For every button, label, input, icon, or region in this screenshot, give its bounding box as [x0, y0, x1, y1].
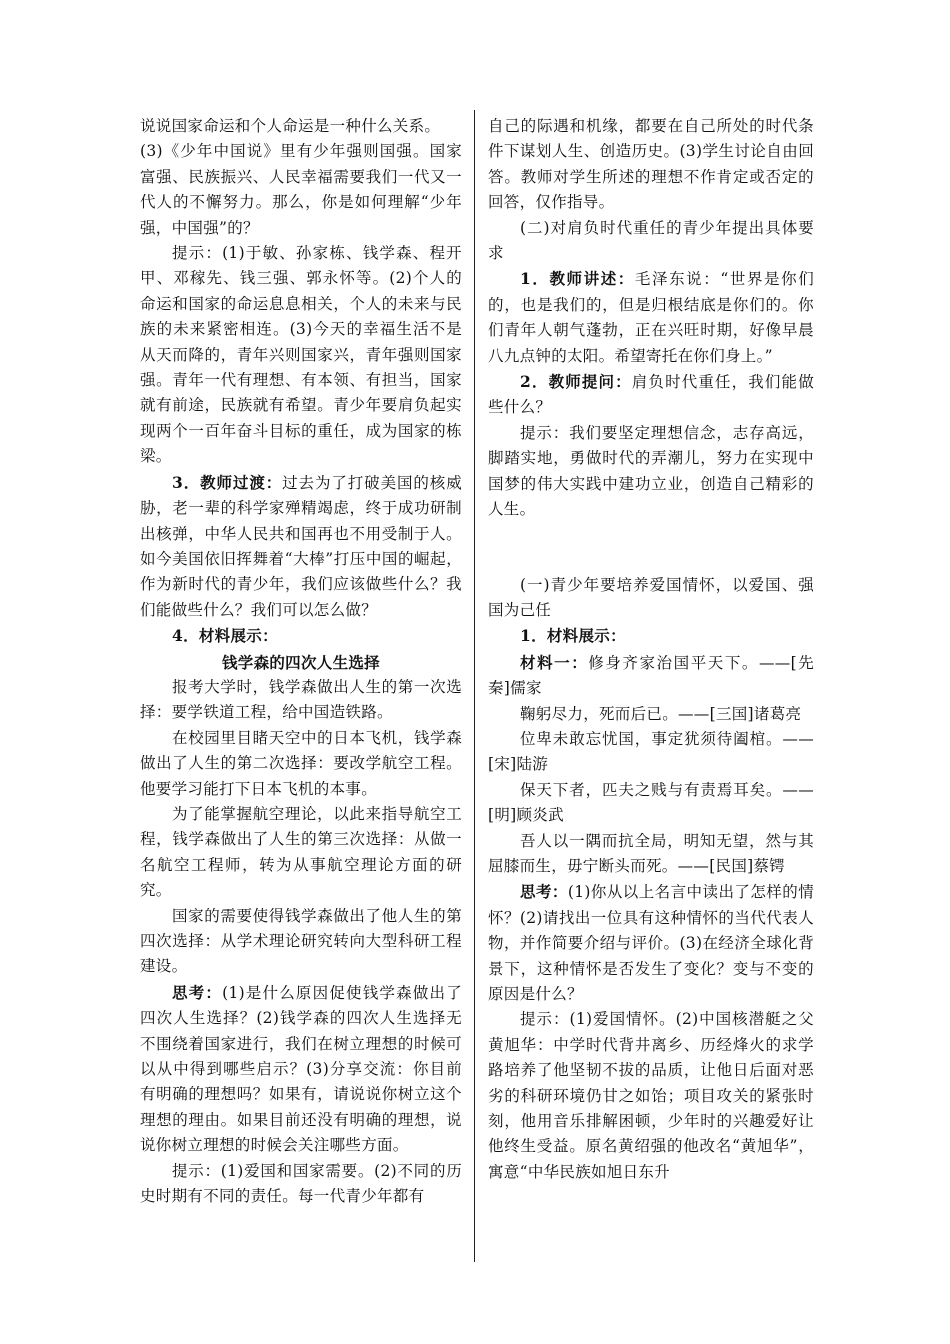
paragraph — [488, 369, 814, 421]
label: 思考： — [172, 982, 223, 1002]
paragraph: (一)青少年要培养爱国情怀，以爱国、强国为己任 — [488, 575, 814, 619]
text: 修身齐家治国平天下。——[先秦]儒家 — [488, 653, 814, 698]
spacer — [488, 523, 814, 573]
paragraph — [488, 266, 814, 369]
paragraph — [488, 650, 814, 702]
paragraph — [140, 623, 462, 649]
label: 4．材料展示： — [172, 626, 278, 646]
paragraph: 提示：我们要坚定理想信念，志存高远，脚踏实地，勇做时代的弄潮儿，努力在实现中国梦的伟大实践中建功立业，创造自己精彩的人生。 — [488, 423, 814, 519]
paragraph: 提示：(1)爱国和国家需要。(2)不同的历史时期有不同的责任。每一代青少年都有 — [140, 1161, 462, 1206]
column-divider — [474, 110, 475, 1262]
paragraph — [488, 879, 814, 1007]
paragraph: 位卑未敢忘忧国，事定犹须待阖棺。——[宋]陆游 — [488, 729, 814, 774]
label: 1．材料展示： — [520, 626, 626, 646]
label: 2．教师提问： — [520, 372, 632, 392]
text: 毛泽东说：“世界是你们的，也是我们的，但是归根结底是你们的。你们青年人朝气蓬勃，正在兴旺时期，好像早晨八九点钟的太阳。希望寄托在你们身上。” — [488, 270, 814, 365]
section-title: 钱学森的四次人生选择 — [221, 652, 380, 672]
right-column — [488, 114, 814, 1185]
paragraph: (二)对肩负时代重任的青少年提出具体要求 — [488, 218, 814, 263]
paragraph: (3)《少年中国说》里有少年强则国强。国家富强、民族振兴、人民幸福需要我们一代又一代人的不懈努力。那么，你是如何理解“少年强，中国强”的？ — [140, 142, 462, 237]
text: (1)是什么原因促使钱学森做出了四次人生选择？(2)钱学森的四次人生选择无不围绕着国家进行，我们在树立理想的时候可以从中得到哪些启示？(3)分享交流：你目前有明确的理想吗？如果有，请说说你树立这个理想的理由。如果目前还没有明确的理想，说说你树立理想的时候会关注哪些方面。 — [140, 983, 462, 1155]
text: (1)你从以上名言中读出了怎样的情怀？(2)请找出一位具有这种情怀的当代代表人物，并作简要介绍与评价。(3)在经济全球化背景下，这种情怀是否发生了变化？变与不变的原因是什么？ — [488, 883, 815, 1003]
label: 3．教师过渡： — [172, 472, 283, 492]
label: 材料一： — [520, 652, 589, 672]
paragraph: 吾人以一隅而抗全局，明知无望，然与其屈膝而生，毋宁断头而死。——[民国]蔡锷 — [488, 831, 814, 875]
left-column — [140, 114, 462, 1209]
paragraph — [488, 623, 814, 649]
text: 肩负时代重任，我们能做些什么？ — [488, 373, 814, 417]
paragraph: 保天下者，匹夫之贱与有责焉耳矣。——[明]顾炎武 — [488, 780, 814, 825]
paragraph: 提示：(1)于敏、孙家栋、钱学森、程开甲、邓稼先、钱三强、郭永怀等。(2)个人的命运和国家的命运息息相关，个人的未来与民族的未来紧密相连。(3)今天的幸福生活不是从天而降的，青年兴则国家兴，青年强则国家强。青年一代有理想、有本领、有担当，国家就有前途，民族就有希望。青少年要肩负起实现两个一百年奋斗目标的重任，成为国家的栋梁。 — [140, 244, 462, 466]
paragraph: 为了能掌握航空理论，以此来指导航空工程，钱学森做出了人生的第三次选择：从做一名航空工程师，转为从事航空理论方面的研究。 — [140, 804, 462, 900]
paragraph: 鞠躬尽力，死而后已。——[三国]诸葛亮 — [520, 704, 802, 723]
paragraph: 提示：(1)爱国情怀。(2)中国核潜艇之父黄旭华：中学时代背井离乡、历经烽火的求学路培养了他坚韧不拔的品质，让他日后面对恶劣的科研环境仍甘之如饴；项目攻关的紧张时刻，他用音乐排解困顿，少年时的兴趣爱好让他终生受益。原名黄绍强的他改名“黄旭华”，寓意“中华民族如旭日东升 — [488, 1010, 814, 1181]
paragraph: 报考大学时，钱学森做出人生的第一次选择：要学铁道工程，给中国造铁路。 — [140, 677, 462, 722]
paragraph: 国家的需要使得钱学森做出了他人生的第四次选择：从学术理论研究转向大型科研工程建设。 — [140, 906, 462, 976]
label: 思考： — [520, 882, 568, 902]
text: 过去为了打破美国的核威胁，老一辈的科学家殚精竭虑，终于成功研制出核弹，中华人民共和国再也不用受制于人。如今美国依旧挥舞着“大棒”打压中国的崛起，作为新时代的青少年，我们应该做些什么？我们能做些什么？我们可以怎么做？ — [140, 473, 462, 619]
label: 1．教师讲述： — [520, 269, 635, 289]
paragraph: 自己的际遇和机缘，都要在自己所处的时代条件下谋划人生、创造历史。(3)学生讨论自由回答。教师对学生所述的理想不作肯定或否定的回答，仅作指导。 — [488, 117, 814, 212]
paragraph: 在校园里目睹天空中的日本飞机，钱学森做出了人生的第二次选择：要改学航空工程。他要学习能打下日本飞机的本事。 — [140, 728, 462, 798]
paragraph — [140, 470, 462, 623]
paragraph — [140, 980, 462, 1159]
paragraph: 说说国家命运和个人命运是一种什么关系。 — [140, 117, 441, 135]
